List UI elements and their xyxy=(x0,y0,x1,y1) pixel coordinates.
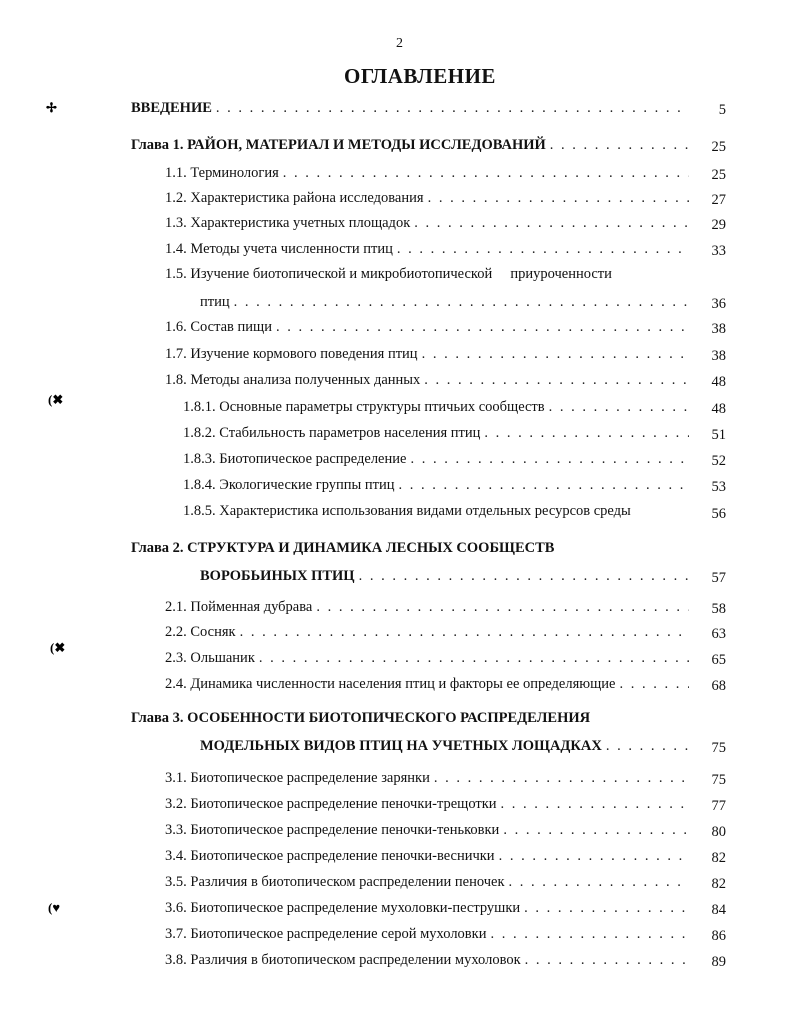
toc-entry-page: 63 xyxy=(711,626,726,642)
leader-dots xyxy=(434,769,689,787)
toc-entry[interactable] xyxy=(165,371,691,389)
toc-entry-label[interactable]: 1.5. Изучение биотопической и микробиотопической приуроченности xyxy=(165,266,612,282)
toc-entry-page: 82 xyxy=(711,876,726,892)
toc-entry[interactable] xyxy=(165,318,691,336)
toc-entry-label-continuation: ВОРОБЬИНЫХ ПТИЦ xyxy=(200,568,355,584)
leader-dots xyxy=(619,675,689,693)
toc-entry-page: 27 xyxy=(711,192,726,208)
toc-entry[interactable] xyxy=(183,476,691,494)
toc-entry-page: 56 xyxy=(711,506,726,522)
leader-dots xyxy=(428,189,689,207)
toc-entry-label: 1.2. Характеристика района исследования xyxy=(165,190,424,206)
toc-entry-page: 89 xyxy=(711,954,726,970)
toc-entry-chapter-3[interactable]: Глава 3. ОСОБЕННОСТИ БИОТОПИЧЕСКОГО РАСПРЕДЕЛЕНИЯ xyxy=(131,710,591,726)
leader-dots xyxy=(399,476,689,494)
toc-entry-page: 38 xyxy=(711,348,726,364)
toc-entry-page: 80 xyxy=(711,824,726,840)
toc-entry-label: 1.1. Терминология xyxy=(165,165,279,181)
leader-dots xyxy=(484,424,689,442)
toc-entry-continuation[interactable] xyxy=(200,293,691,311)
toc-entry-chapter-2[interactable]: Глава 2. СТРУКТУРА И ДИНАМИКА ЛЕСНЫХ СООБЩЕСТВ xyxy=(131,540,555,556)
toc-entry-label: 1.8. Методы анализа полученных данных xyxy=(165,372,421,388)
toc-entry-label: ВВЕДЕНИЕ xyxy=(131,100,212,116)
toc-entry-page: 36 xyxy=(711,296,726,312)
leader-dots xyxy=(410,450,689,468)
toc-entry-page: 25 xyxy=(711,139,726,155)
toc-entry[interactable] xyxy=(183,450,691,468)
leader-dots xyxy=(397,240,689,258)
toc-entry-page: 68 xyxy=(711,678,726,694)
toc-entry-page: 48 xyxy=(711,401,726,417)
leader-dots xyxy=(216,99,689,117)
toc-entry-page: 86 xyxy=(711,928,726,944)
leader-dots xyxy=(424,371,689,389)
toc-entry-page: 38 xyxy=(711,321,726,337)
toc-entry-label: 3.3. Биотопическое распределение пеночки-теньковки xyxy=(165,822,500,838)
toc-entry-label: 2.3. Ольшаник xyxy=(165,650,255,666)
toc-entry-label: 3.1. Биотопическое распределение зарянки xyxy=(165,770,430,786)
leader-dots xyxy=(359,567,689,585)
toc-entry[interactable] xyxy=(165,189,691,207)
toc-entry-page: 84 xyxy=(711,902,726,918)
leader-dots xyxy=(490,925,689,943)
toc-entry-label: Глава 1. РАЙОН, МАТЕРИАЛ И МЕТОДЫ ИССЛЕДОВАНИЙ xyxy=(131,137,546,153)
toc-entry-label: 1.6. Состав пищи xyxy=(165,319,272,335)
leader-dots xyxy=(422,345,689,363)
leader-dots xyxy=(283,164,689,182)
margin-mark: (✖ xyxy=(48,392,64,407)
toc-entry-label: 1.8.3. Биотопическое распределение xyxy=(183,451,407,467)
toc-entry-page: 82 xyxy=(711,850,726,866)
toc-entry[interactable] xyxy=(165,925,691,943)
margin-mark: (♥ xyxy=(48,900,61,915)
leader-dots xyxy=(234,293,689,311)
toc-entry[interactable] xyxy=(165,345,691,363)
leader-dots xyxy=(525,951,689,969)
leader-dots xyxy=(550,136,689,154)
toc-entry[interactable] xyxy=(165,873,691,891)
toc-entry-continuation[interactable] xyxy=(200,567,691,585)
toc-entry[interactable] xyxy=(165,769,691,787)
toc-entry-label: 1.4. Методы учета численности птиц xyxy=(165,241,393,257)
toc-entry[interactable] xyxy=(165,847,691,865)
toc-entry-label: 1.8.1. Основные параметры структуры птичьих сообществ xyxy=(183,399,545,415)
toc-entry[interactable] xyxy=(183,424,691,442)
toc-entry-page: 51 xyxy=(711,427,726,443)
toc-entry-page: 29 xyxy=(711,217,726,233)
toc-entry-label: 1.3. Характеристика учетных площадок xyxy=(165,215,411,231)
toc-entry-page: 75 xyxy=(711,740,726,756)
toc-entry-intro[interactable] xyxy=(131,99,691,117)
leader-dots xyxy=(259,649,689,667)
toc-entry-label: 3.5. Различия в биотопическом распределении пеночек xyxy=(165,874,505,890)
toc-entry-label: 3.7. Биотопическое распределение серой мухоловки xyxy=(165,926,487,942)
toc-entry[interactable] xyxy=(183,398,691,416)
toc-entry[interactable] xyxy=(165,899,691,917)
toc-entry[interactable] xyxy=(165,649,691,667)
leader-dots xyxy=(524,899,689,917)
toc-entry-label: 3.6. Биотопическое распределение мухоловки-пеструшки xyxy=(165,900,521,916)
leader-dots xyxy=(414,214,689,232)
toc-entry-label-continuation: МОДЕЛЬНЫХ ВИДОВ ПТИЦ НА УЧЕТНЫХ ЛОЩАДКАХ xyxy=(200,738,602,754)
toc-entry-page: 53 xyxy=(711,479,726,495)
leader-dots xyxy=(240,623,689,641)
margin-mark: ✢ xyxy=(46,100,57,115)
toc-entry-continuation[interactable] xyxy=(200,737,691,755)
toc-entry-page: 58 xyxy=(711,601,726,617)
toc-entry-page: 33 xyxy=(711,243,726,259)
toc-entry-label[interactable]: 1.8.5. Характеристика использования видами отдельных ресурсов среды xyxy=(183,503,631,519)
toc-entry-page: 57 xyxy=(711,570,726,586)
toc-entry[interactable] xyxy=(165,214,691,232)
toc-entry-page: 65 xyxy=(711,652,726,668)
toc-entry-label: 2.1. Пойменная дубрава xyxy=(165,599,313,615)
toc-entry-label: 2.2. Сосняк xyxy=(165,624,236,640)
leader-dots xyxy=(549,398,689,416)
toc-entry[interactable] xyxy=(165,675,691,693)
leader-dots xyxy=(501,795,689,813)
toc-entry-chapter-1[interactable] xyxy=(131,136,691,154)
toc-entry-page: 5 xyxy=(718,102,726,118)
toc-entry[interactable] xyxy=(165,623,691,641)
leader-dots xyxy=(276,318,689,336)
toc-entry-label: 1.7. Изучение кормового поведения птиц xyxy=(165,346,418,362)
leader-dots xyxy=(316,598,689,616)
toc-entry-label-continuation: птиц xyxy=(200,294,230,310)
toc-entry[interactable] xyxy=(165,598,691,616)
page-title: ОГЛАВЛЕНИЕ xyxy=(344,64,496,88)
toc-entry-label: 2.4. Динамика численности населения птиц и факторы ее определяющие xyxy=(165,676,616,692)
toc-entry[interactable] xyxy=(165,240,691,258)
leader-dots xyxy=(499,847,689,865)
toc-entry-label: 3.2. Биотопическое распределение пеночки-трещотки xyxy=(165,796,497,812)
toc-entry-page: 25 xyxy=(711,167,726,183)
toc-entry-label: 3.4. Биотопическое распределение пеночки-веснички xyxy=(165,848,495,864)
leader-dots xyxy=(606,737,689,755)
toc-entry-page: 75 xyxy=(711,772,726,788)
margin-mark: (✖ xyxy=(50,640,66,655)
toc-entry-page: 77 xyxy=(711,798,726,814)
toc-entry-label: 3.8. Различия в биотопическом распределении мухоловок xyxy=(165,952,521,968)
toc-entry-page: 52 xyxy=(711,453,726,469)
toc-entry[interactable] xyxy=(165,821,691,839)
leader-dots xyxy=(509,873,689,891)
leader-dots xyxy=(503,821,689,839)
toc-entry-label: 1.8.4. Экологические группы птиц xyxy=(183,477,395,493)
page-number: 2 xyxy=(396,36,403,51)
toc-entry-label: 1.8.2. Стабильность параметров населения птиц xyxy=(183,425,481,441)
toc-entry[interactable] xyxy=(165,951,691,969)
toc-entry-page: 48 xyxy=(711,374,726,390)
toc-entry[interactable] xyxy=(165,795,691,813)
toc-entry[interactable] xyxy=(165,164,691,182)
